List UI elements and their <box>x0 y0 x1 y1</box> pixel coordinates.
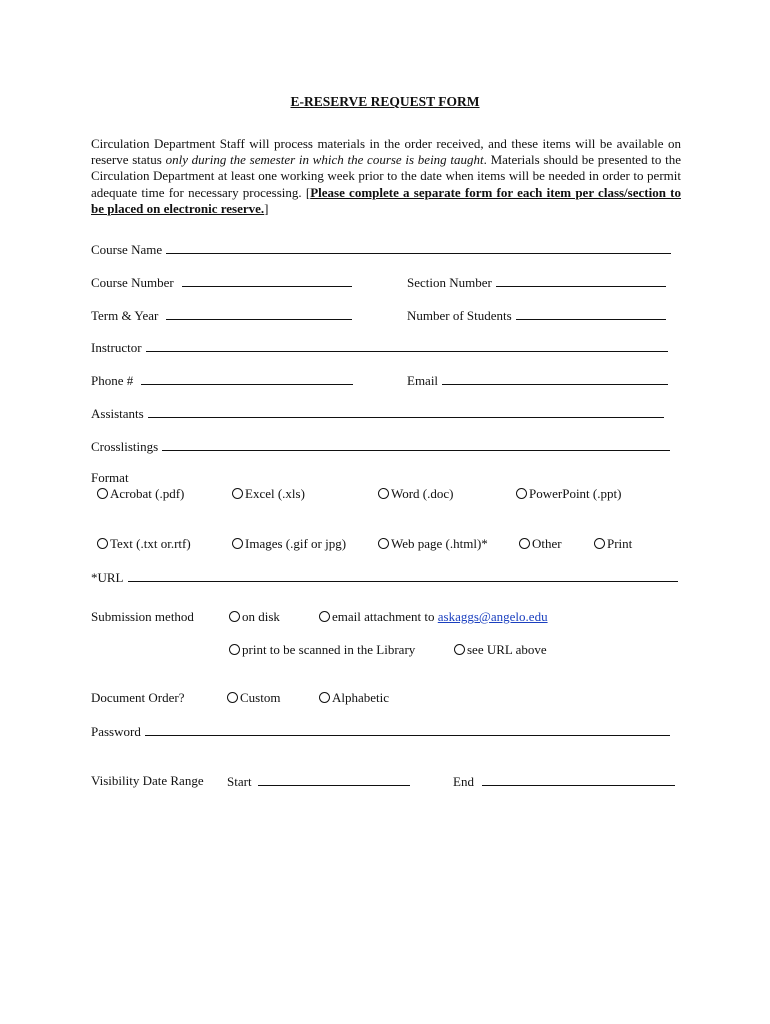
num-students-row <box>407 307 666 324</box>
submission-option-url[interactable]: see URL above <box>454 642 547 658</box>
format-option-print[interactable]: Print <box>594 536 632 552</box>
crosslistings-field[interactable] <box>162 438 670 451</box>
assistants-field[interactable] <box>148 405 664 418</box>
radio-circle-icon[interactable] <box>232 538 243 549</box>
radio-circle-icon[interactable] <box>97 488 108 499</box>
crosslistings-label: Crosslistings <box>91 439 159 454</box>
instructor-row <box>91 339 668 356</box>
radio-circle-icon[interactable] <box>516 488 527 499</box>
document-order-custom[interactable]: Custom <box>227 690 280 706</box>
url-field[interactable] <box>128 569 678 582</box>
format-option-text[interactable]: Text (.txt or.rtf) <box>97 536 191 552</box>
password-label: Password <box>91 724 141 739</box>
form-title: E-RESERVE REQUEST FORM <box>290 94 480 109</box>
format-option-images[interactable]: Images (.gif or jpg) <box>232 536 346 552</box>
intro-paragraph <box>91 136 681 217</box>
url-label: *URL <box>91 570 124 585</box>
document-order-alphabetic[interactable]: Alphabetic <box>319 690 389 706</box>
radio-circle-icon[interactable] <box>319 611 330 622</box>
radio-circle-icon[interactable] <box>454 644 465 655</box>
visibility-label: Visibility Date Range <box>91 773 204 788</box>
radio-circle-icon[interactable] <box>594 538 605 549</box>
instructor-label: Instructor <box>91 340 142 355</box>
intro-italic-text: only during the semester in which the course is being taught <box>165 152 484 168</box>
term-year-field[interactable] <box>166 307 352 320</box>
course-number-field[interactable] <box>182 274 352 287</box>
radio-circle-icon[interactable] <box>97 538 108 549</box>
course-name-field[interactable] <box>166 241 671 254</box>
password-row <box>91 723 670 740</box>
course-number-label: Course Number <box>91 275 174 290</box>
submission-label: Submission method <box>91 609 194 624</box>
term-year-row <box>91 307 352 324</box>
section-number-label: Section Number <box>407 275 492 290</box>
radio-circle-icon[interactable] <box>519 538 530 549</box>
format-option-word[interactable]: Word (.doc) <box>378 486 454 502</box>
format-label: Format <box>91 470 129 485</box>
password-field[interactable] <box>145 723 670 736</box>
num-students-field[interactable] <box>516 307 666 320</box>
radio-circle-icon[interactable] <box>378 488 389 499</box>
visibility-end-label: End <box>453 774 474 789</box>
visibility-end-row <box>453 773 675 790</box>
radio-circle-icon[interactable] <box>229 611 240 622</box>
submission-option-print[interactable]: print to be scanned in the Library <box>229 642 415 658</box>
intro-bold-text: Please complete a separate form for each item per class/section to be placed on electronic reserve. <box>91 184 681 216</box>
phone-label: Phone # <box>91 373 134 388</box>
format-option-webpage[interactable]: Web page (.html)* <box>378 536 488 552</box>
phone-field[interactable] <box>141 372 353 385</box>
radio-circle-icon[interactable] <box>229 644 240 655</box>
intro-text-1: Circulation Department Staff will process materials in the order received, and these items will be available on reserve status <box>91 136 681 168</box>
crosslistings-row <box>91 438 670 455</box>
radio-circle-icon[interactable] <box>227 692 238 703</box>
format-option-acrobat[interactable]: Acrobat (.pdf) <box>97 486 184 502</box>
assistants-label: Assistants <box>91 406 144 421</box>
radio-circle-icon[interactable] <box>232 488 243 499</box>
email-label: Email <box>407 373 439 388</box>
term-year-label: Term & Year <box>91 308 159 323</box>
section-number-row <box>407 274 666 291</box>
email-field[interactable] <box>442 372 668 385</box>
submission-option-disk[interactable]: on disk <box>229 609 280 625</box>
instructor-field[interactable] <box>146 339 668 352</box>
course-name-label: Course Name <box>91 242 163 257</box>
course-number-row <box>91 274 352 291</box>
phone-row <box>91 372 353 389</box>
section-number-field[interactable] <box>496 274 666 287</box>
intro-text-end: ] <box>264 200 269 216</box>
document-order-label: Document Order? <box>91 690 185 705</box>
course-name-row <box>91 241 671 258</box>
submission-option-email[interactable]: email attachment to askaggs@angelo.edu <box>319 609 548 625</box>
url-row <box>91 569 678 586</box>
format-option-powerpoint[interactable]: PowerPoint (.ppt) <box>516 486 621 502</box>
visibility-start-label: Start <box>227 774 252 789</box>
intro-text-2: . Materials should be presented to the Circulation Department at least one working week prior to the date when items will be needed in order to permit adequate time for necessary processing. [ <box>91 152 681 200</box>
format-option-other[interactable]: Other <box>519 536 562 552</box>
visibility-start-row <box>227 773 410 790</box>
visibility-start-field[interactable] <box>258 773 410 786</box>
email-row <box>407 372 668 389</box>
radio-circle-icon[interactable] <box>378 538 389 549</box>
visibility-end-field[interactable] <box>482 773 675 786</box>
email-address-link[interactable]: askaggs@angelo.edu <box>437 609 548 624</box>
assistants-row <box>91 405 664 422</box>
num-students-label: Number of Students <box>407 308 512 323</box>
radio-circle-icon[interactable] <box>319 692 330 703</box>
format-option-excel[interactable]: Excel (.xls) <box>232 486 305 502</box>
